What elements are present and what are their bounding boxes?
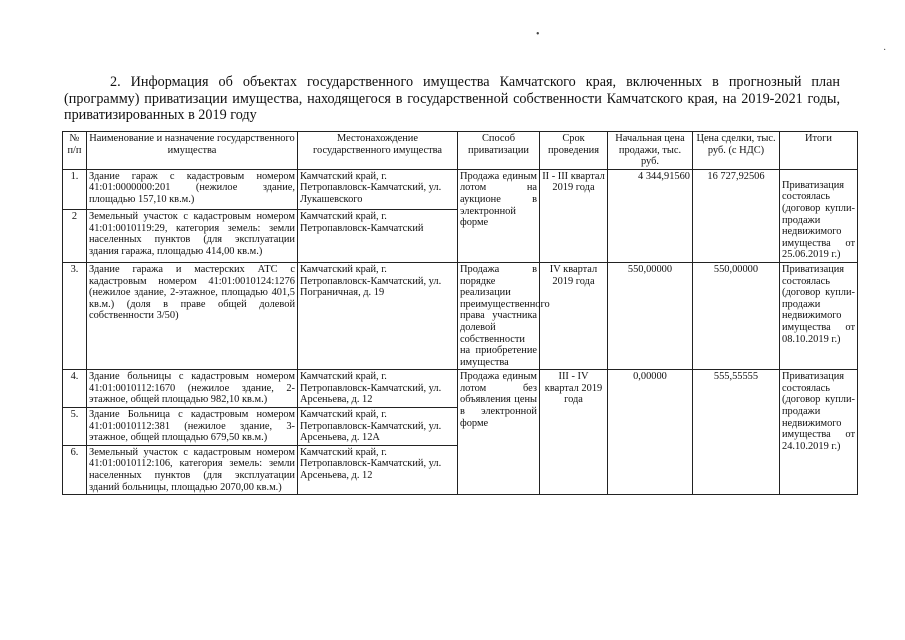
header-name: Наименование и назначение государственного имущества [87, 132, 298, 170]
row-start-price: 0,00000 [608, 370, 693, 495]
row-method: Продажа в порядке реализации преимущественного права участника долевой собственности на приобретение имущества [458, 262, 540, 369]
row-num: 4. [63, 370, 87, 408]
row-name: Здание гаража и мастерских АТС с кадастровым номером 41:01:0010124:1276 (нежилое здание, 2-этажное, площадью 401,5 кв.м.) (доля в праве общей долевой собственности 3/50) [87, 262, 298, 369]
row-location: Камчатский край, г. Петропавловск-Камчатский, ул. Арсеньева, д. 12А [298, 408, 458, 446]
header-deal-price: Цена сделки, тыс. руб. (с НДС) [693, 132, 780, 170]
row-name: Земельный участок с кадастровым номером 41:01:0010112:106, категория земель: земли населенных пунктов (для эксплуатации зданий больницы, площадью 2070,00 кв.м.) [87, 445, 298, 494]
row-deal-price: 550,00000 [693, 262, 780, 369]
row-num: 3. [63, 262, 87, 369]
header-location: Местонахождение государственного имущества [298, 132, 458, 170]
row-location: Камчатский край, г. Петропавловск-Камчатский, ул. Лукашевского [298, 169, 458, 209]
table-row [63, 262, 858, 369]
table-header-row [63, 132, 858, 170]
row-result: Приватизация состоялась (договор купли-продажи недвижимого имущества от 24.10.2019 г.) [780, 370, 858, 495]
row-start-price: 550,00000 [608, 262, 693, 369]
row-location: Камчатский край, г. Петропавловск-Камчатский [298, 210, 458, 263]
row-num: 5. [63, 408, 87, 446]
row-result: Приватизация состоялась (договор купли-продажи недвижимого имущества от 08.10.2019 г.) [780, 262, 858, 369]
row-term: IV квартал 2019 года [540, 262, 608, 369]
table-row [63, 370, 858, 408]
row-location: Камчатский край, г. Петропавловск-Камчатский, ул. Пограничная, д. 19 [298, 262, 458, 369]
row-num: 1. [63, 169, 87, 209]
privatization-table [62, 131, 858, 495]
row-name: Здание гараж с кадастровым номером 41:01:0000000:201 (нежилое здание, площадью 157,10 кв.м.) [87, 169, 298, 209]
row-location: Камчатский край, г. Петропавловск-Камчатский, ул. Арсеньева, д. 12 [298, 445, 458, 494]
row-deal-price: 555,55555 [693, 370, 780, 495]
row-location: Камчатский край, г. Петропавловск-Камчатский, ул. Арсеньева, д. 12 [298, 370, 458, 408]
row-name: Здание больницы с кадастровым номером 41:01:0010112:1670 (нежилое здание, 2-этажное, общей площадью 982,10 кв.м.) [87, 370, 298, 408]
section-title: 2. Информация об объектах государственного имущества Камчатского края, включенных в прогнозный план (программу) приватизации имущества, находящегося в государственной собственности Камчатского края, на 2019-2021 годы, приватизированных в 2019 году [64, 74, 840, 123]
table-row [63, 169, 858, 209]
row-term: III - IV квартал 2019 года [540, 370, 608, 495]
row-deal-price: 16 727,92506 [693, 169, 780, 262]
row-term: II - III квартал 2019 года [540, 169, 608, 262]
header-start-price: Начальная цена продажи, тыс. руб. [608, 132, 693, 170]
header-term: Срок проведения [540, 132, 608, 170]
row-num: 2 [63, 210, 87, 263]
row-name: Земельный участок с кадастровым номером 41:01:0010119:29, категория земель: земли населенных пунктов (для эксплуатации здания гаража, площадью 414,00 кв.м.) [87, 210, 298, 263]
header-result: Итоги [780, 132, 858, 170]
header-num: № п/п [63, 132, 87, 170]
row-start-price: 4 344,91560 [608, 169, 693, 262]
row-name: Здание Больница с кадастровым номером 41:01:0010112:381 (нежилое здание, 3-этажное, общей площадью 679,50 кв.м.) [87, 408, 298, 446]
scan-speck: • [536, 29, 540, 40]
scan-speck: · [883, 45, 887, 56]
header-method: Способ приватизации [458, 132, 540, 170]
row-num: 6. [63, 445, 87, 494]
row-result: Приватизация состоялась (договор купли-продажи недвижимого имущества от 25.06.2019 г.) [780, 169, 858, 262]
row-method: Продажа единым лотом на аукционе в электронной форме [458, 169, 540, 262]
row-method: Продажа единым лотом без объявления цены в электронной форме [458, 370, 540, 495]
